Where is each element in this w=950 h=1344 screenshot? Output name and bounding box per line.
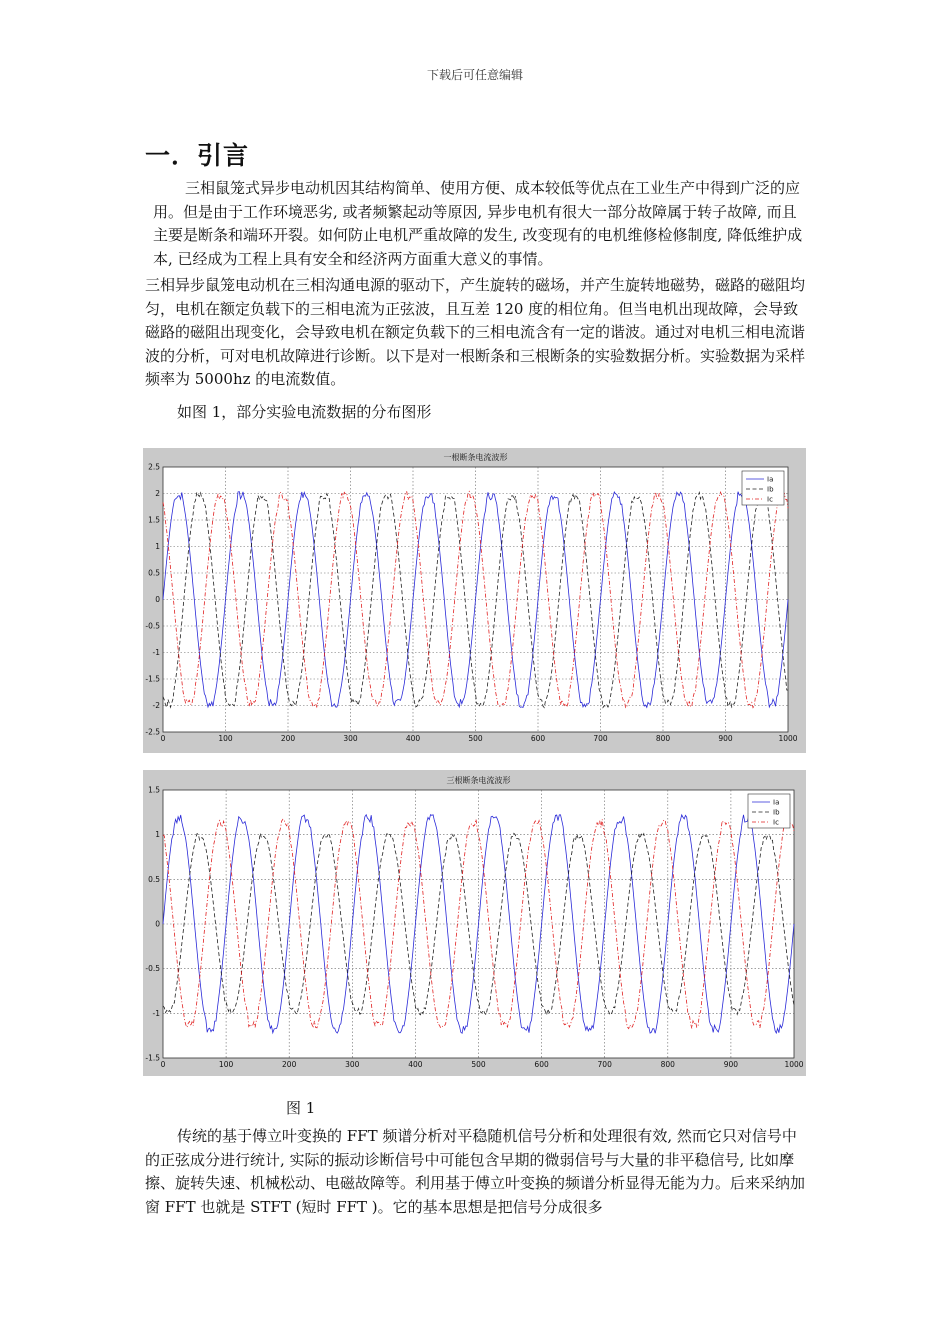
y-tick-label: 1: [155, 542, 160, 551]
y-tick-label: 1.5: [148, 785, 160, 795]
legend-label-ic: Ic: [773, 818, 779, 827]
chart-one-bar-broken: [143, 448, 806, 753]
paragraph-figure-ref: 如图 1，部分实验电流数据的分布图形: [177, 403, 432, 421]
legend-label-ib: Ib: [767, 485, 774, 494]
legend-box: [748, 794, 790, 828]
y-tick-label: -2.5: [145, 727, 160, 737]
x-tick-label: 700: [593, 734, 608, 743]
chart-title: 一根断条电流波形: [443, 453, 508, 462]
paragraph-fft: 传统的基于傅立叶变换的 FFT 频谱分析对平稳随机信号分析和处理很有效, 然而它只对信号中的正弦成分进行统计, 实际的振动诊断信号中可能包含早期的微弱信号与大量的非平稳信号, 比如摩擦、旋转失速、机械松动、电磁故障等。利用基于傅立叶变换的频谱分析显得无能为力。后来采纳加窗 FFT 也就是 STFT (短时 FFT )。它的基本思想是把信号分成很多: [145, 1127, 806, 1216]
paragraph-principle: 三相异步鼠笼电动机在三相沟通电源的驱动下，产生旋转的磁场，并产生旋转地磁势，磁路的磁阻均匀，电机在额定负载下的三相电流为正弦波，且互差 120 度的相位角。但当电机出现故障，会导致磁路的磁阻出现变化，会导致电机在额定负载下的三相电流含有一定的谐波。通过对电机三相电流谐波的分析，可对电机故障进行诊断。以下是对一根断条和三根断条的实验数据分析。实验数据为采样频率为 5000hz 的电流数值。: [145, 276, 806, 388]
y-tick-label: 0: [155, 595, 160, 604]
y-tick-label: 1.5: [148, 515, 160, 525]
x-tick-label: 100: [218, 1060, 234, 1069]
x-tick-label: 600: [530, 734, 546, 743]
page-header: 下载后可任意编辑: [426, 68, 523, 82]
y-tick-label: 0.5: [148, 568, 160, 578]
x-tick-label: 0: [160, 734, 166, 743]
x-tick-label: 1000: [784, 1060, 804, 1069]
x-tick-label: 0: [160, 1060, 166, 1069]
x-tick-label: 300: [345, 1060, 360, 1069]
x-tick-label: 600: [534, 1060, 549, 1069]
figure-caption: 图 1: [286, 1099, 316, 1117]
y-tick-label: 0: [155, 919, 160, 929]
x-tick-label: 800: [660, 1060, 675, 1069]
x-tick-label: 900: [718, 734, 733, 743]
figure-three-bars-broken: [143, 770, 806, 1076]
x-tick-label: 500: [468, 734, 483, 743]
paragraph-intro: 三相鼠笼式异步电动机因其结构简单、使用方便、成本较低等优点在工业生产中得到广泛的应用。但是由于工作环境恶劣, 或者频繁起动等原因, 异步电机有很大一部分故障属于转子故障, 而且主要是断条和端环开裂。如何防止电机严重故障的发生, 改变现有的电机维修检修制度, 降低维护成本, 已经成为工程上具有安全和经济两方面重大意义的事情。: [153, 179, 803, 268]
legend-label-ia: Ia: [767, 475, 774, 484]
chart-three-bars-broken: [143, 770, 806, 1076]
chart-title: 三根断条电流波形: [446, 776, 511, 785]
y-tick-label: -0.5: [145, 621, 160, 631]
figure-one-bar-broken: [143, 448, 806, 753]
x-tick-label: 800: [655, 734, 671, 743]
y-tick-label: 2: [155, 489, 160, 498]
x-tick-label: 500: [471, 1060, 486, 1069]
legend-box: [742, 471, 784, 505]
y-tick-label: -2: [152, 701, 160, 710]
x-tick-label: 1000: [778, 734, 798, 743]
y-tick-label: -1.5: [145, 674, 160, 684]
x-tick-label: 300: [343, 734, 358, 743]
legend-label-ib: Ib: [773, 808, 780, 817]
y-tick-label: -1: [152, 648, 160, 657]
y-tick-label: -1: [152, 1008, 160, 1018]
y-tick-label: 2.5: [148, 462, 160, 472]
x-tick-label: 400: [408, 1060, 423, 1069]
x-tick-label: 400: [405, 734, 421, 743]
x-tick-label: 700: [597, 1060, 612, 1069]
x-tick-label: 900: [723, 1060, 739, 1069]
legend-label-ia: Ia: [773, 798, 780, 807]
section-title: 一．引言: [145, 141, 250, 170]
y-tick-label: -0.5: [145, 964, 160, 974]
x-tick-label: 100: [218, 734, 233, 743]
y-tick-label: -1.5: [145, 1053, 160, 1063]
x-tick-label: 200: [282, 1060, 297, 1069]
y-tick-label: 0.5: [148, 874, 160, 884]
legend-label-ic: Ic: [767, 495, 773, 504]
y-tick-label: 1: [155, 830, 160, 840]
x-tick-label: 200: [280, 734, 296, 743]
